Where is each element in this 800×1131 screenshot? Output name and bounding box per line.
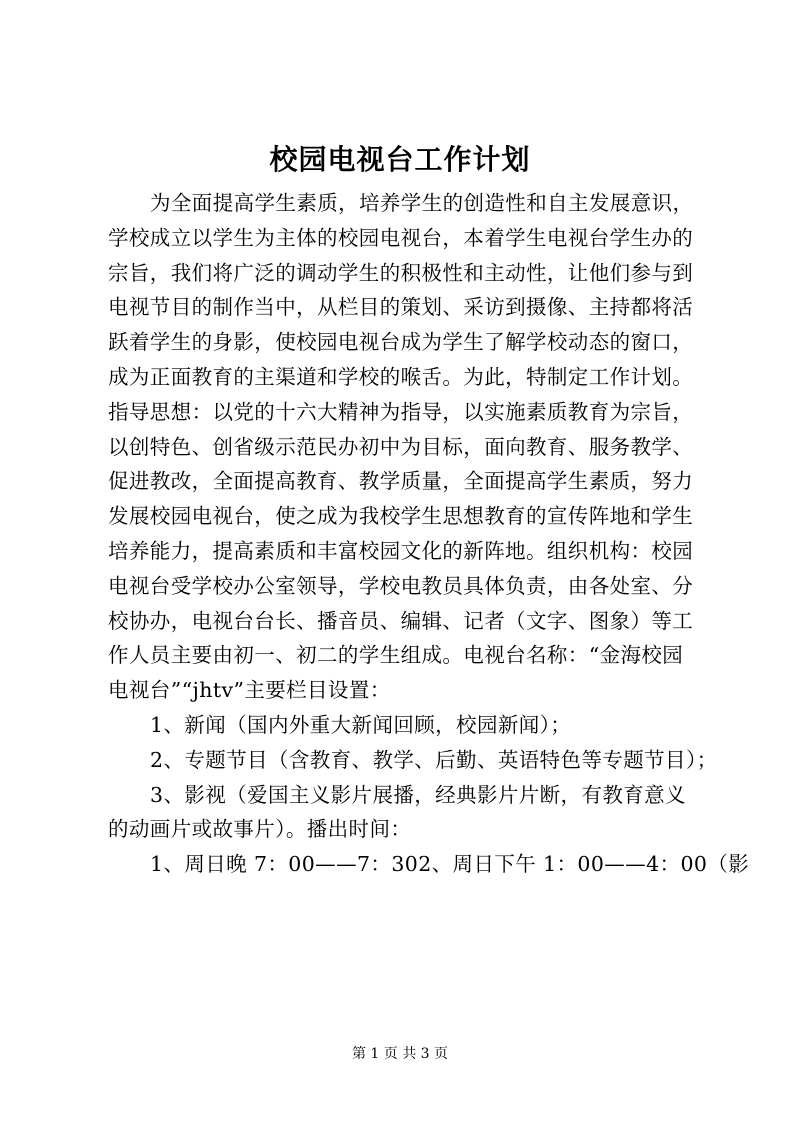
paragraph-line: 以创特色、创省级示范民办初中为目标，面向教育、服务教学、 xyxy=(108,434,694,459)
paragraph-line: 宗旨，我们将广泛的调动学生的积极性和主动性，让他们参与到 xyxy=(108,260,694,285)
paragraph-line: 校协办，电视台台长、播音员、编辑、记者（文字、图象）等工 xyxy=(108,608,694,633)
paragraph-line: 电视台”“jhtv”主要栏目设置： xyxy=(108,678,391,703)
list-item: 2、专题节目（含教育、教学、后勤、英语特色等专题节目）； xyxy=(150,747,718,772)
paragraph-line: 成为正面教育的主渠道和学校的喉舌。为此，特制定工作计划。 xyxy=(108,364,694,389)
paragraph-line: 为全面提高学生素质，培养学生的创造性和自主发展意识， xyxy=(150,191,694,215)
paragraph-line: 指导思想：以党的十六大精神为指导，以实施素质教育为宗旨， xyxy=(108,399,694,424)
paragraph-line: 发展校园电视台，使之成为我校学生思想教育的宣传阵地和学生 xyxy=(108,504,694,529)
list-item: 1、周日晚 7：00——7：302、周日下午 1：00——4：00（影 xyxy=(150,852,750,877)
paragraph-line: 培养能力，提高素质和丰富校园文化的新阵地。组织机构：校园 xyxy=(108,538,694,563)
paragraph-line: 跃着学生的身影，使校园电视台成为学生了解学校动态的窗口， xyxy=(108,330,694,355)
document-body xyxy=(108,186,750,882)
list-item: 3、影视（爱国主义影片展播，经典影片片断，有教育意义 xyxy=(150,782,686,807)
paragraph-line: 电视台受学校办公室领导，学校电教员具体负责，由各处室、分 xyxy=(108,573,694,598)
paragraph-line: 作人员主要由初一、初二的学生组成。电视台名称：“金海校园 xyxy=(108,643,684,668)
paragraph-line: 促进教改，全面提高教育、教学质量，全面提高学生素质，努力 xyxy=(108,469,694,494)
paragraph-line: 的动画片或故事片）。播出时间： xyxy=(108,817,412,842)
document-title: 校园电视台工作计划 xyxy=(269,143,531,176)
paragraph-line: 电视节目的制作当中，从栏目的策划、采访到摄像、主持都将活 xyxy=(108,295,694,320)
page-footer: 第 1 页 共 3 页 xyxy=(351,1046,449,1062)
paragraph-line: 学校成立以学生为主体的校园电视台，本着学生电视台学生办的 xyxy=(108,225,694,250)
list-item: 1、新闻（国内外重大新闻回顾，校园新闻）； xyxy=(150,712,572,737)
